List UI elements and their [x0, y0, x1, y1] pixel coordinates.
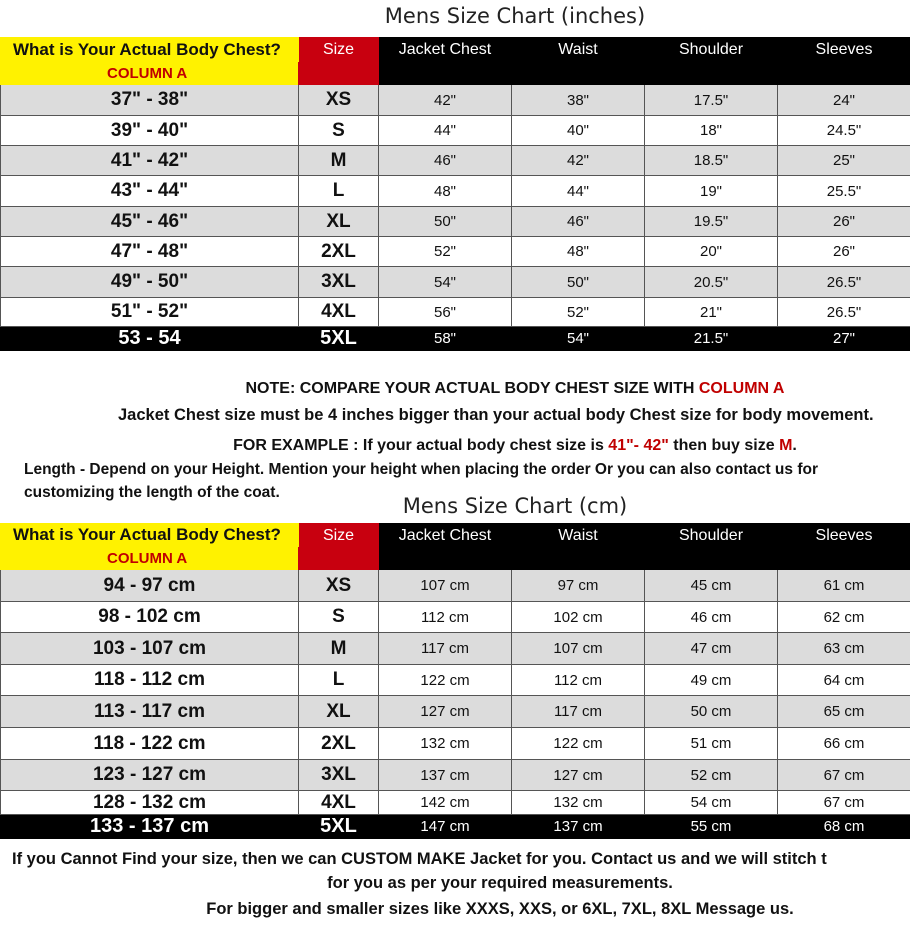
sleeves-cell: 63 cm	[778, 633, 910, 665]
sleeves-cell: 67 cm	[778, 760, 910, 791]
table-row	[1, 267, 910, 298]
jacket-chest-cell: 44"	[379, 116, 512, 146]
body-chest-cell: 37" - 38"	[1, 85, 299, 116]
cm-size-table	[0, 523, 910, 839]
sleeves-cell: 27"	[778, 327, 910, 351]
size-cell: XL	[299, 207, 379, 237]
shoulder-cell: 21.5"	[645, 327, 778, 351]
header-jacket-chest: Jacket Chest	[379, 38, 512, 85]
size-cell: 3XL	[299, 267, 379, 298]
jacket-chest-cell: 42"	[379, 85, 512, 116]
example-size: M	[779, 437, 793, 454]
waist-cell: 42"	[512, 146, 645, 176]
size-cell: XS	[299, 570, 379, 602]
note-prefix: NOTE: COMPARE YOUR ACTUAL BODY CHEST SIZE WITH	[245, 380, 699, 397]
table-row	[1, 85, 910, 116]
footer-measurements: for you as per your required measurements.	[327, 874, 673, 892]
table-row	[1, 665, 910, 696]
sleeves-cell: 64 cm	[778, 665, 910, 696]
table-row	[1, 116, 910, 146]
size-cell: 3XL	[299, 760, 379, 791]
shoulder-cell: 19"	[645, 176, 778, 207]
example-chest-value: 41"- 42"	[608, 437, 669, 454]
table-row	[1, 146, 910, 176]
jacket-chest-cell: 58"	[379, 327, 512, 351]
body-chest-cell: 51" - 52"	[1, 298, 299, 327]
jacket-chest-cell: 132 cm	[379, 728, 512, 760]
size-cell: L	[299, 665, 379, 696]
example-mid: then buy size	[668, 437, 780, 454]
table-row	[1, 815, 910, 839]
shoulder-cell: 17.5"	[645, 85, 778, 116]
size-cell: 5XL	[299, 327, 379, 351]
body-chest-cell: 123 - 127 cm	[1, 760, 299, 791]
sleeves-cell: 67 cm	[778, 791, 910, 815]
sleeves-cell: 25.5"	[778, 176, 910, 207]
jacket-chest-cell: 142 cm	[379, 791, 512, 815]
waist-cell: 40"	[512, 116, 645, 146]
waist-cell: 46"	[512, 207, 645, 237]
waist-cell: 117 cm	[512, 696, 645, 728]
jacket-chest-cell: 48"	[379, 176, 512, 207]
sleeves-cell: 26"	[778, 237, 910, 267]
waist-cell: 132 cm	[512, 791, 645, 815]
jacket-chest-cell: 127 cm	[379, 696, 512, 728]
shoulder-cell: 20"	[645, 237, 778, 267]
table-row	[1, 791, 910, 815]
sleeves-cell: 68 cm	[778, 815, 910, 839]
jacket-chest-cell: 137 cm	[379, 760, 512, 791]
table-row	[1, 696, 910, 728]
table-row	[1, 207, 910, 237]
waist-cell: 127 cm	[512, 760, 645, 791]
jacket-chest-cell: 147 cm	[379, 815, 512, 839]
body-chest-cell: 118 - 122 cm	[1, 728, 299, 760]
table-row	[1, 728, 910, 760]
jacket-chest-cell: 117 cm	[379, 633, 512, 665]
sleeves-cell: 61 cm	[778, 570, 910, 602]
table-row	[1, 237, 910, 267]
shoulder-cell: 19.5"	[645, 207, 778, 237]
table-row	[1, 327, 910, 351]
jacket-chest-cell: 52"	[379, 237, 512, 267]
shoulder-cell: 46 cm	[645, 602, 778, 633]
shoulder-cell: 20.5"	[645, 267, 778, 298]
table-row	[1, 570, 910, 602]
table-row	[1, 633, 910, 665]
body-chest-cell: 49" - 50"	[1, 267, 299, 298]
jacket-chest-cell: 50"	[379, 207, 512, 237]
body-chest-cell: 41" - 42"	[1, 146, 299, 176]
waist-cell: 50"	[512, 267, 645, 298]
size-cell: 4XL	[299, 791, 379, 815]
table-row	[1, 760, 910, 791]
note-column-a: COLUMN A	[698, 380, 785, 397]
jacket-chest-cell: 54"	[379, 267, 512, 298]
shoulder-cell: 55 cm	[645, 815, 778, 839]
jacket-chest-cell: 46"	[379, 146, 512, 176]
note-example	[0, 437, 910, 455]
note-length-line2: customizing the length of the coat.	[24, 484, 280, 501]
header-waist: Waist	[512, 524, 645, 570]
jacket-chest-cell: 107 cm	[379, 570, 512, 602]
note-compare	[0, 380, 910, 398]
body-chest-cell: 94 - 97 cm	[1, 570, 299, 602]
inches-chart-title: Mens Size Chart (inches)	[384, 4, 646, 28]
example-prefix: FOR EXAMPLE : If your actual body chest size is	[233, 437, 609, 454]
sleeves-cell: 26"	[778, 207, 910, 237]
sleeves-cell: 66 cm	[778, 728, 910, 760]
shoulder-cell: 51 cm	[645, 728, 778, 760]
shoulder-cell: 18.5"	[645, 146, 778, 176]
waist-cell: 38"	[512, 85, 645, 116]
header-column-a: COLUMN A	[1, 62, 299, 85]
header-actual-chest: What is Your Actual Body Chest?	[1, 38, 299, 62]
size-cell: M	[299, 633, 379, 665]
body-chest-cell: 128 - 132 cm	[1, 791, 299, 815]
table-row	[1, 298, 910, 327]
shoulder-cell: 49 cm	[645, 665, 778, 696]
shoulder-cell: 21"	[645, 298, 778, 327]
sleeves-cell: 24"	[778, 85, 910, 116]
table-row	[1, 176, 910, 207]
body-chest-cell: 118 - 112 cm	[1, 665, 299, 696]
header-sleeves: Sleeves	[778, 524, 910, 570]
sleeves-cell: 65 cm	[778, 696, 910, 728]
note-length-line1: Length - Depend on your Height. Mention your height when placing the order Or you can also contact us for	[24, 461, 818, 478]
size-cell: 4XL	[299, 298, 379, 327]
note-body-movement: Jacket Chest size must be 4 inches bigger than your actual body Chest size for body movement.	[118, 406, 874, 424]
header-shoulder: Shoulder	[645, 38, 778, 85]
waist-cell: 48"	[512, 237, 645, 267]
body-chest-cell: 47" - 48"	[1, 237, 299, 267]
header-shoulder: Shoulder	[645, 524, 778, 570]
header-size: Size	[299, 38, 379, 85]
footer-bigger-sizes: For bigger and smaller sizes like XXXS, XXS, or 6XL, 7XL, 8XL Message us.	[206, 900, 794, 918]
size-cell: XS	[299, 85, 379, 116]
waist-cell: 137 cm	[512, 815, 645, 839]
sleeves-cell: 24.5"	[778, 116, 910, 146]
header-column-a: COLUMN A	[1, 547, 299, 570]
size-cell: M	[299, 146, 379, 176]
size-cell: 2XL	[299, 728, 379, 760]
example-end: .	[792, 437, 797, 454]
size-cell: S	[299, 602, 379, 633]
jacket-chest-cell: 122 cm	[379, 665, 512, 696]
sleeves-cell: 25"	[778, 146, 910, 176]
body-chest-cell: 133 - 137 cm	[1, 815, 299, 839]
body-chest-cell: 103 - 107 cm	[1, 633, 299, 665]
body-chest-cell: 53 - 54	[1, 327, 299, 351]
header-actual-chest: What is Your Actual Body Chest?	[1, 524, 299, 547]
header-size: Size	[299, 524, 379, 570]
shoulder-cell: 52 cm	[645, 760, 778, 791]
shoulder-cell: 50 cm	[645, 696, 778, 728]
header-sleeves: Sleeves	[778, 38, 910, 85]
waist-cell: 52"	[512, 298, 645, 327]
shoulder-cell: 45 cm	[645, 570, 778, 602]
body-chest-cell: 39" - 40"	[1, 116, 299, 146]
size-cell: 5XL	[299, 815, 379, 839]
jacket-chest-cell: 112 cm	[379, 602, 512, 633]
size-cell: L	[299, 176, 379, 207]
shoulder-cell: 47 cm	[645, 633, 778, 665]
size-cell: S	[299, 116, 379, 146]
header-waist: Waist	[512, 38, 645, 85]
waist-cell: 107 cm	[512, 633, 645, 665]
waist-cell: 122 cm	[512, 728, 645, 760]
waist-cell: 102 cm	[512, 602, 645, 633]
sleeves-cell: 26.5"	[778, 267, 910, 298]
shoulder-cell: 54 cm	[645, 791, 778, 815]
body-chest-cell: 113 - 117 cm	[1, 696, 299, 728]
waist-cell: 44"	[512, 176, 645, 207]
table-row	[1, 602, 910, 633]
waist-cell: 112 cm	[512, 665, 645, 696]
body-chest-cell: 43" - 44"	[1, 176, 299, 207]
waist-cell: 54"	[512, 327, 645, 351]
cm-chart-title: Mens Size Chart (cm)	[402, 494, 628, 518]
footer-custom-make: If you Cannot Find your size, then we can CUSTOM MAKE Jacket for you. Contact us and we will stitch t	[12, 850, 827, 868]
header-jacket-chest: Jacket Chest	[379, 524, 512, 570]
jacket-chest-cell: 56"	[379, 298, 512, 327]
sleeves-cell: 26.5"	[778, 298, 910, 327]
sleeves-cell: 62 cm	[778, 602, 910, 633]
size-cell: 2XL	[299, 237, 379, 267]
waist-cell: 97 cm	[512, 570, 645, 602]
body-chest-cell: 45" - 46"	[1, 207, 299, 237]
body-chest-cell: 98 - 102 cm	[1, 602, 299, 633]
inches-size-table	[0, 37, 910, 351]
shoulder-cell: 18"	[645, 116, 778, 146]
size-cell: XL	[299, 696, 379, 728]
